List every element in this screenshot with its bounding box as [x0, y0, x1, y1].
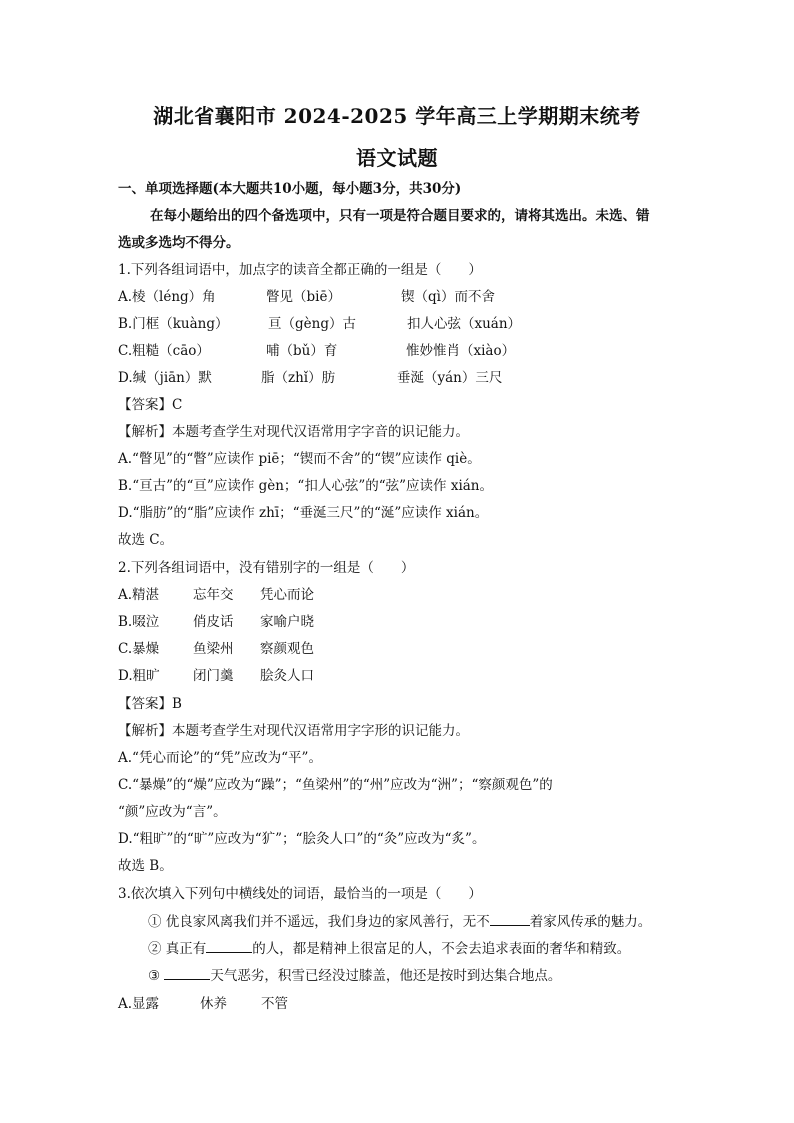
q3-sentence-3 — [148, 967, 561, 985]
q1-analysis-line: 故选 C。 — [118, 532, 174, 548]
q1-analysis-line: D.“脂肪”的“脂”应读作 zhī；“垂涎三尺”的“涎”应读作 xián。 — [118, 505, 489, 521]
q1-option-b-word3: 扣人心弦（xuán） — [407, 316, 522, 332]
q2-option-c-word1: C.暴燥 — [118, 641, 160, 657]
q1-option-d-word2: 脂（zhǐ）肪 — [261, 370, 336, 386]
instruction-line-2: 选或多选均不得分。 — [118, 235, 240, 251]
q2-option-c-word3: 察颜观色 — [260, 641, 314, 657]
q1-option-c-word2: 哺（bǔ）育 — [266, 343, 338, 359]
q2-option-a-word3: 凭心而论 — [260, 587, 314, 603]
q3-option-a-word1: A.显露 — [118, 996, 160, 1012]
q1-option-b-word1: B.门框（kuàng） — [118, 316, 229, 332]
q3-sentence-1-after: 着家风传承的魅力。 — [529, 914, 652, 930]
fill-blank — [206, 940, 252, 953]
section-heading: 一、单项选择题(本大题共10小题，每小题3分，共30分) — [118, 181, 462, 197]
q3-sentence-2-after: 的人，都是精神上很富足的人，不会去追求表面的奢华和精致。 — [252, 941, 631, 957]
q2-option-a-word1: A.精湛 — [118, 587, 160, 603]
q1-option-c-word3: 惟妙惟肖（xiào） — [406, 343, 516, 359]
question-1-stem: 1.下列各组词语中，加点字的读音全都正确的一组是（ ） — [118, 262, 482, 278]
q1-option-d-word1: D.缄（jiān）默 — [118, 370, 212, 386]
q2-option-b-word3: 家喻户晓 — [260, 614, 314, 630]
q2-analysis-line: A.“凭心而论”的“凭”应改为“平”。 — [118, 750, 322, 766]
document-subtitle: 语文试题 — [356, 146, 438, 170]
q1-option-a-word3: 锲（qì）而不舍 — [401, 289, 495, 305]
q1-answer: 【答案】C — [118, 397, 183, 413]
q1-option-d-word3: 垂涎（yán）三尺 — [397, 370, 503, 386]
question-3-stem: 3.依次填入下列句中横线处的词语，最恰当的一项是（ ） — [118, 886, 482, 902]
document-title: 湖北省襄阳市 2024-2025 学年高三上学期期末统考 — [153, 104, 641, 128]
fill-blank — [164, 967, 210, 980]
q3-option-a-word3: 不管 — [261, 996, 288, 1012]
q2-option-c-word2: 鱼梁州 — [193, 641, 234, 657]
q3-sentence-1-before: ① 优良家风离我们并不遥远，我们身边的家风善行，无不 — [148, 914, 490, 930]
question-2-stem: 2.下列各组词语中，没有错别字的一组是（ ） — [118, 560, 415, 576]
q2-option-d-word1: D.粗旷 — [118, 668, 160, 684]
q1-analysis-line: 【解析】本题考查学生对现代汉语常用字字音的识记能力。 — [118, 424, 469, 440]
fill-blank — [490, 913, 530, 926]
q2-option-a-word2: 忘年交 — [193, 587, 234, 603]
q3-sentence-3-after: 天气恶劣，积雪已经没过膝盖，他还是按时到达集合地点。 — [210, 968, 562, 984]
q2-analysis-line: D.“粗旷”的“旷”应改为“犷”；“脍灸人口”的“灸”应改为“炙”。 — [118, 831, 486, 847]
q3-option-a-word2: 休养 — [200, 996, 227, 1012]
q3-sentence-1 — [148, 913, 651, 931]
q2-option-d-word3: 脍灸人口 — [260, 668, 314, 684]
instruction-line-1: 在每小题给出的四个备选项中，只有一项是符合题目要求的，请将其选出。未选、错 — [150, 208, 650, 224]
q1-option-c-word1: C.粗糙（cāo） — [118, 343, 210, 359]
q1-option-a-word1: A.棱（léng）角 — [118, 289, 216, 305]
q2-analysis-line: 【解析】本题考查学生对现代汉语常用字字形的识记能力。 — [118, 723, 469, 739]
q2-option-d-word2: 闭门羹 — [193, 668, 234, 684]
q2-analysis-line: 故选 B。 — [118, 858, 173, 874]
q1-analysis-line: A.“瞥见”的“瞥”应读作 piē；“锲而不舍”的“锲”应读作 qiè。 — [118, 451, 481, 467]
q2-analysis-line: “颜”应改为“言”。 — [118, 804, 227, 820]
q3-sentence-3-before: ③ — [148, 968, 165, 984]
q1-analysis-line: B.“亘古”的“亘”应读作 gèn；“扣人心弦”的“弦”应读作 xián。 — [118, 478, 494, 494]
q2-answer: 【答案】B — [118, 696, 182, 712]
q1-option-b-word2: 亘（gèng）古 — [268, 316, 356, 332]
q3-sentence-2 — [148, 940, 630, 958]
q2-option-b-word2: 俏皮话 — [193, 614, 234, 630]
q1-option-a-word2: 瞥见（biē） — [266, 289, 341, 305]
q3-sentence-2-before: ② 真正有 — [148, 941, 207, 957]
q2-analysis-line: C.“暴燥”的“燥”应改为“躁”；“鱼梁州”的“州”应改为“洲”；“察颜观色”的 — [118, 777, 553, 793]
q2-option-b-word1: B.啜泣 — [118, 614, 160, 630]
